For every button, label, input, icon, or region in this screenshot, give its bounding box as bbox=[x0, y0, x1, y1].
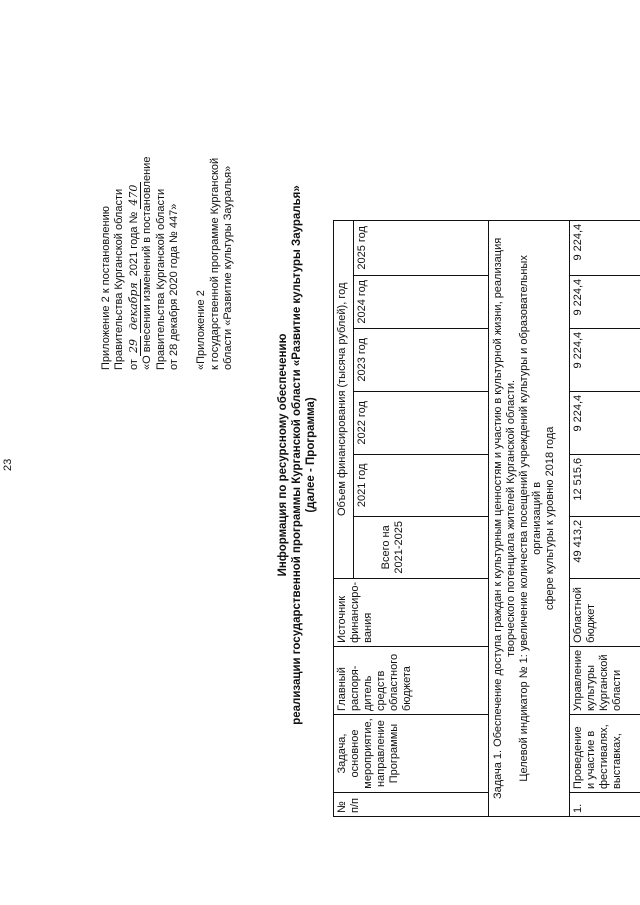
header-year: 2021 год bbox=[354, 454, 489, 516]
appendix-sub-line: «Приложение 2 bbox=[195, 290, 208, 370]
appendix-sub-line: к государственной программе Курганской bbox=[208, 157, 221, 370]
appendix-sub-line: области «Развитие культуры Зауралья» bbox=[222, 165, 235, 370]
date-day-handwritten: 29 bbox=[127, 336, 141, 356]
row-task: Проведение и участие в фестивалях, выставках, bbox=[570, 715, 640, 793]
row-year-value: 9 224,4 bbox=[570, 328, 640, 391]
task-cell bbox=[489, 220, 570, 816]
header-manager: Главный распоря-дитель средств областного бюджета bbox=[334, 646, 489, 714]
task-line: творческого потенциала жителей Курганской области. bbox=[505, 379, 517, 657]
table-row bbox=[570, 220, 640, 816]
page-number: 23 bbox=[2, 458, 14, 471]
header-year: 2022 год bbox=[354, 391, 489, 454]
appendix-line: «О внесении изменений в постановление bbox=[141, 156, 154, 370]
header-year: 2024 год bbox=[354, 275, 489, 328]
table-row bbox=[489, 220, 570, 816]
row-total: 49 413,2 bbox=[570, 516, 640, 578]
header-volume: Объем финансирования (тысяча рублей), год bbox=[334, 220, 354, 578]
task-line: Целевой индикатор № 1: увеличение количества посещений учреждений культуры и образовательных организаций в bbox=[518, 255, 543, 782]
title-line-3: (далее - Программа) bbox=[305, 397, 317, 513]
appendix-line: Приложение 2 к постановлению bbox=[100, 205, 112, 370]
row-num: 1. bbox=[570, 793, 640, 817]
row-year-value: 12 515,6 bbox=[570, 454, 640, 516]
header-source: Источник финансиро-вания bbox=[334, 578, 489, 646]
title-line-2: реализации государственной программы Курганской области «Развитие культуры Зауралья» bbox=[291, 185, 303, 725]
header-num: № п/п bbox=[334, 793, 489, 817]
document-number-handwritten: 470 bbox=[127, 182, 141, 209]
header-task: Задача, основное мероприятие, направление Программы bbox=[334, 715, 489, 793]
date-month-handwritten: декабря bbox=[127, 279, 141, 333]
task-line: Задача 1. Обеспечение доступа граждан к культурным ценностям и участию в культурной жизни, реализация bbox=[492, 237, 504, 800]
row-year-value: 9 224,4 bbox=[570, 275, 640, 328]
row-manager: Управление культуры Курганской области bbox=[570, 646, 640, 714]
appendix-block bbox=[100, 70, 236, 370]
title-line-1: Информация по ресурсному обеспечению bbox=[277, 333, 289, 577]
row-year-value: 9 224,4 bbox=[570, 391, 640, 454]
resource-table bbox=[333, 220, 640, 817]
row-year-value: 9 224,4 bbox=[570, 220, 640, 275]
row-source: Областной бюджет bbox=[570, 578, 640, 646]
document-title bbox=[276, 145, 318, 765]
header-total: Всего на 2021-2025 bbox=[354, 516, 489, 578]
header-year: 2025 год bbox=[354, 220, 489, 275]
appendix-date-line bbox=[127, 70, 141, 370]
header-year: 2023 год bbox=[354, 328, 489, 391]
task-line: сфере культуры к уровню 2018 года bbox=[544, 426, 556, 611]
appendix-line: от 28 декабря 2020 года № 447» bbox=[168, 203, 181, 370]
appendix-line: Правительства Курганской области bbox=[154, 188, 167, 370]
date-prefix: от bbox=[127, 359, 140, 370]
date-year: 2021 года № bbox=[127, 211, 140, 277]
table-header-row bbox=[334, 220, 354, 816]
appendix-line: Правительства Курганской области bbox=[113, 188, 126, 370]
